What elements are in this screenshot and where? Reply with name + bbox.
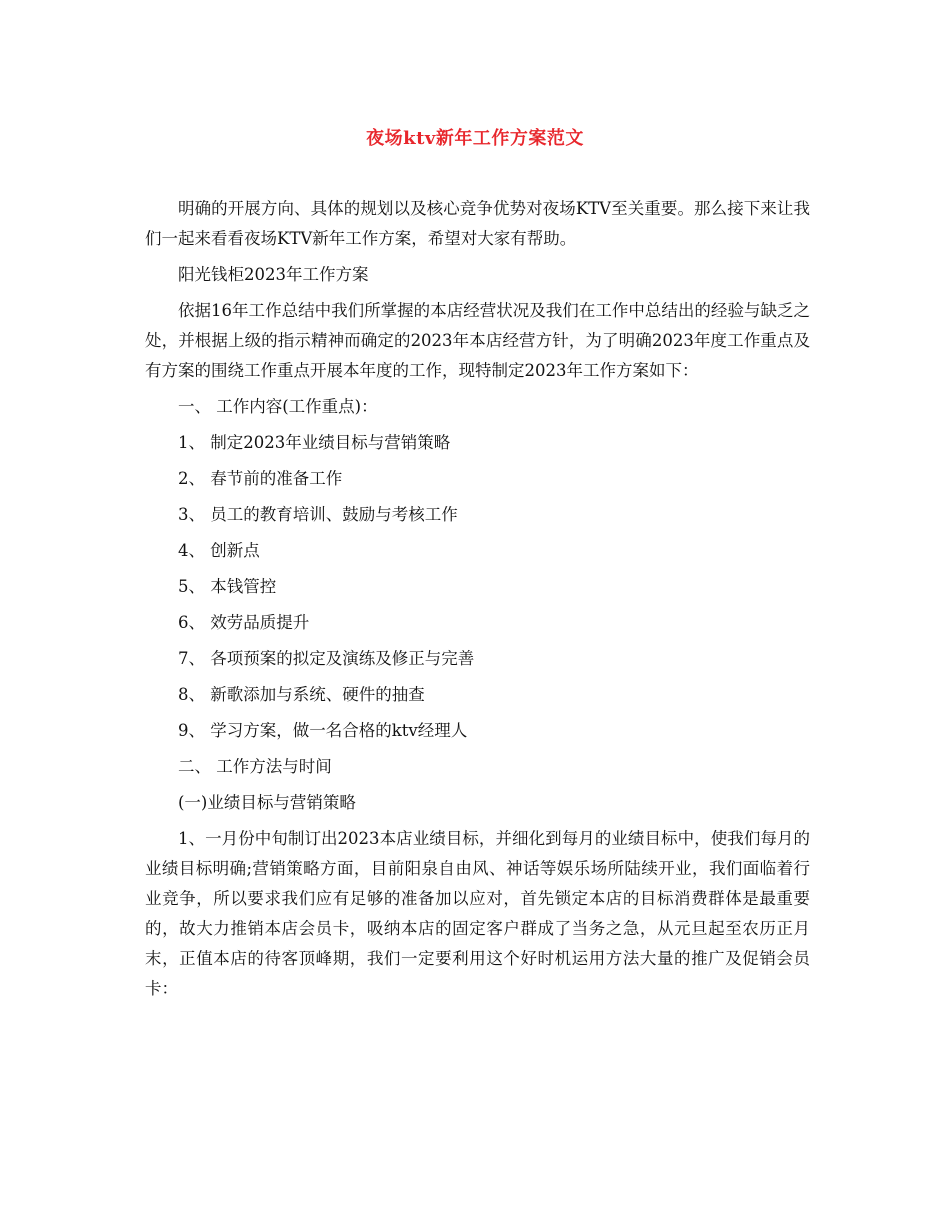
list-item: 3、 员工的教育培训、鼓励与考核工作 [178,505,458,524]
document-title: 夜场ktv新年工作方案范文 [366,128,584,149]
list-item: 8、 新歌添加与系统、硬件的抽查 [178,685,425,704]
paragraph-targets-detail: 1、一月份中旬制订出2023本店业绩目标，并细化到每月的业绩目标中，使我们每月的业绩目标明确;营销策略方面，目前阳泉自由风、神话等娱乐场所陆续开业，我们面临着行业竞争，所以要求我们应有足够的准备加以应对，首先锁定本店的目标消费群体是最重要的，故大力推销本店会员卡，吸纳本店的固定客户群成了当务之急，从元旦起至农历正月末，正值本店的待客顶峰期，我们一定要利用这个好时机运用方法大量的推广及促销会员卡： [145,829,810,998]
section-heading-work-content: 一、 工作内容(工作重点)： [178,397,378,416]
section-heading-methods: 二、 工作方法与时间 [178,757,332,776]
list-item: 5、 本钱管控 [178,577,277,596]
list-item: 4、 创新点 [178,541,260,560]
paragraph-intro: 明确的开展方向、具体的规划以及核心竞争优势对夜场KTV至关重要。那么接下来让我们一起来看看夜场KTV新年工作方案，希望对大家有帮助。 [145,199,810,248]
list-item: 1、 制定2023年业绩目标与营销策略 [178,433,451,452]
list-item: 2、 春节前的准备工作 [178,469,343,488]
document-body [145,194,810,1010]
paragraph-plan-heading: 阳光钱柜2023年工作方案 [178,265,369,284]
list-item: 7、 各项预案的拟定及演练及修正与完善 [178,649,475,668]
list-item: 9、 学习方案，做一名合格的ktv经理人 [178,721,468,740]
paragraph-basis: 依据16年工作总结中我们所掌握的本店经营状况及我们在工作中总结出的经验与缺乏之处，并根据上级的指示精神而确定的2023年本店经营方针，为了明确2023年度工作重点及有方案的围绕工作重点开展本年度的工作，现特制定2023年工作方案如下： [145,301,810,380]
subsection-heading-targets: (一)业绩目标与营销策略 [178,793,356,812]
list-item: 6、 效劳品质提升 [178,613,310,632]
